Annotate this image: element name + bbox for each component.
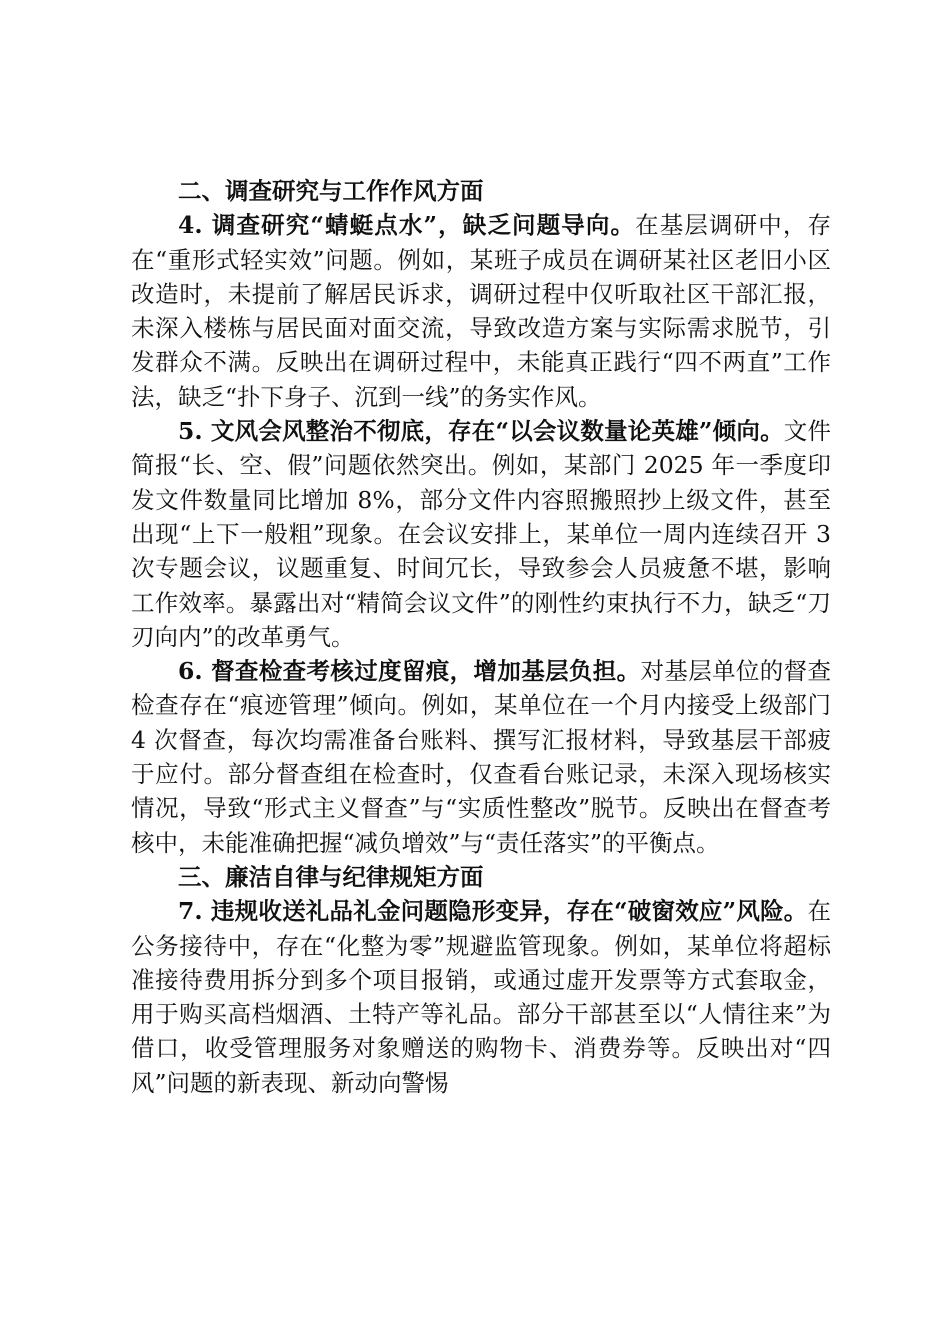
section-heading-3: 三、廉洁自律与纪律规矩方面	[178, 862, 484, 891]
paragraph-item-6	[131, 654, 831, 860]
item-lead: 5. 文风会风整治不彻底，存在“以会议数量论英雄”倾向。	[178, 417, 784, 446]
item-body: 文件简报“长、空、假”问题依然突出。例如，某部门 2025 年一季度印发文件数量同比增加 8%，部分文件内容照搬照抄上级文件，甚至出现“上下一般粗”现象。在会议安排上，某单位一周内连续召开 3 次专题会议，议题重复、时间冗长，导致参会人员疲惫不堪，影响工作效率。暴露出对“精简会议文件”的刚性约束执行不力，缺乏“刀刃向内”的改革勇气。	[131, 417, 832, 651]
item-body: 在基层调研中，存在“重形式轻实效”问题。例如，某班子成员在调研某社区老旧小区改造时，未提前了解居民诉求，调研过程中仅听取社区干部汇报，未深入楼栋与居民面对面交流，导致改造方案与实际需求脱节，引发群众不满。反映出在调研过程中，未能真正践行“四不两直”工作法，缺乏“扑下身子、沉到一线”的务实作风。	[131, 211, 831, 411]
document-body	[131, 174, 831, 1100]
item-lead: 4. 调查研究“蜻蜓点水”，缺乏问题导向。	[178, 211, 636, 240]
item-body: 对基层单位的督查检查存在“痕迹管理”倾向。例如，某单位在一个月内接受上级部门 4 次督查，每次均需准备台账料、撰写汇报材料，导致基层干部疲于应付。部分督查组在检查时，仅查看台账记录，未深入现场核实情况，导致“形式主义督查”与“实质性整改”脱节。反映出在督查考核中，未能准确把握“减负增效”与“责任落实”的平衡点。	[131, 657, 831, 857]
section-heading-2: 二、调查研究与工作作风方面	[178, 177, 484, 205]
paragraph-item-7	[131, 894, 831, 1100]
item-lead: 6. 督查检查考核过度留痕，增加基层负担。	[178, 657, 641, 686]
item-body: 在公务接待中，存在“化整为零”规避监管现象。例如，某单位将超标准接待费用拆分到多个项目报销，或通过虚开发票等方式套取金，用于购买高档烟酒、土特产等礼品。部分干部甚至以“人情往来”为借口，收受管理服务对象赠送的购物卡、消费券等。反映出对“四风”问题的新表现、新动向警惕	[131, 897, 831, 1097]
paragraph-item-5	[131, 414, 831, 654]
paragraph-item-4	[131, 208, 831, 414]
item-lead: 7. 违规收送礼品礼金问题隐形变异，存在“破窗效应”风险。	[178, 897, 808, 926]
